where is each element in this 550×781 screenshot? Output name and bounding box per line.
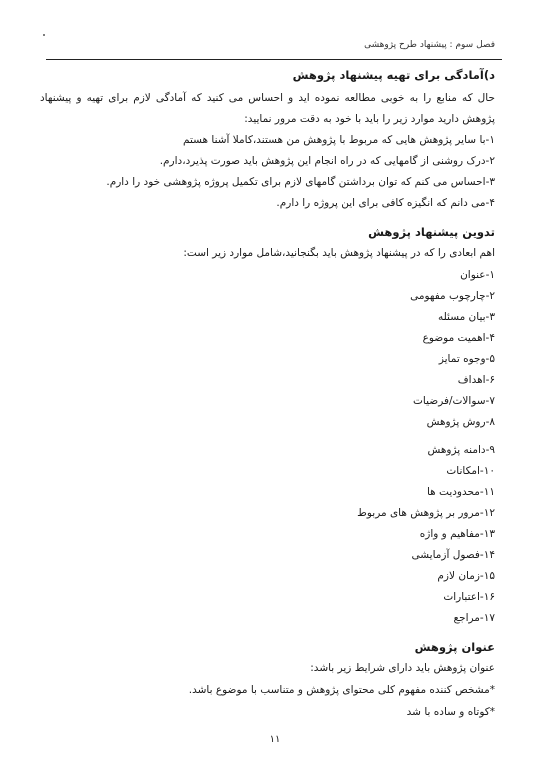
list-item: ۱۳-مفاهیم و واژه bbox=[419, 528, 495, 540]
list-item: ۱۵-زمان لازم bbox=[437, 570, 495, 582]
chapter-header: فصل سوم : پیشنهاد طرح پژوهشی bbox=[364, 40, 495, 50]
list-item: ۷-سوالات/فرضیات bbox=[413, 395, 495, 407]
list-item: *کوتاه و ساده با شد bbox=[406, 706, 495, 718]
list-item: ۱۲-مرور بر پژوهش های مربوط bbox=[357, 507, 495, 519]
section-title-research-title: عنوان پژوهش bbox=[414, 640, 495, 654]
page-mark bbox=[43, 34, 45, 36]
list-item: ۱۱-محدودیت ها bbox=[426, 486, 495, 498]
list-item: ۲-درک روشنی از گامهایی که در راه انجام این پژوهش باید صورت پذیرد،دارم. bbox=[159, 155, 495, 167]
section-title-drafting: تدوین پیشنهاد پژوهش bbox=[368, 225, 495, 239]
list-item: ۵-وجوه تمایز bbox=[438, 353, 495, 365]
list-item: ۱-عنوان bbox=[460, 269, 495, 281]
list-item: ۸-روش پژوهش bbox=[426, 416, 495, 428]
list-item: ۴-اهمیت موضوع bbox=[422, 332, 495, 344]
section-intro-research-title: عنوان پژوهش باید دارای شرایط زیر باشد: bbox=[310, 662, 495, 674]
list-item: *مشخص کننده مفهوم کلی محتوای پژوهش و متناسب با موضوع باشد. bbox=[188, 684, 495, 696]
list-item: ۳-بیان مسئله bbox=[437, 311, 495, 323]
list-item: ۹-دامنه پژوهش bbox=[427, 444, 495, 456]
section-intro-drafting: اهم ابعادی را که در پیشنهاد پژوهش باید بگنجانید،شامل موارد زیر است: bbox=[183, 247, 495, 259]
list-item: ۱۰-امکانات bbox=[446, 465, 495, 477]
list-item: ۱۶-اعتبارات bbox=[443, 591, 495, 603]
list-item: ۱۷-مراجع bbox=[453, 612, 495, 624]
list-item: ۱۴-فصول آزمایشی bbox=[411, 549, 495, 561]
list-item: ۲-چارچوب مفهومی bbox=[410, 290, 495, 302]
list-item: ۳-احساس می کنم که توان برداشتن گامهای لازم برای تکمیل پروژه پژوهشی خود را دارم. bbox=[106, 176, 495, 188]
list-item: ۱-با سایر پژوهش هایی که مربوط با پژوهش من هستند،کاملا آشنا هستم bbox=[182, 134, 495, 146]
section-intro-readiness: حال که منابع را به خوبی مطالعه نموده اید و احساس می کنید که آمادگی لازم برای تهیه و پیشنهاد پژوهش دارید موارد زیر را باید با خود به دقت مرور نمایید: bbox=[40, 92, 495, 125]
header-rule bbox=[46, 59, 502, 60]
list-item: ۴-می دانم که انگیزه کافی برای این پروژه را دارم. bbox=[276, 197, 495, 209]
section-title-readiness: د)آمادگی برای تهیه پیشنهاد پژوهش bbox=[292, 68, 495, 82]
page-number: ۱۱ bbox=[269, 734, 281, 745]
list-item: ۶-اهداف bbox=[457, 374, 495, 386]
